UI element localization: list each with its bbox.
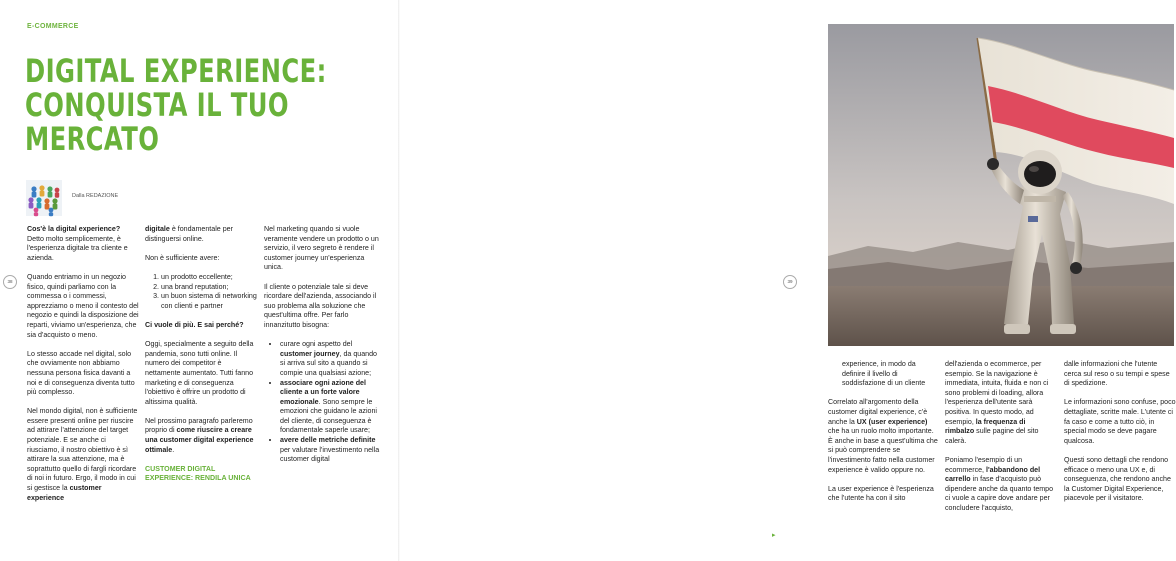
bullet-list (264, 340, 380, 465)
hero-photo (828, 24, 1174, 346)
page-number-right: 39 (783, 275, 797, 289)
paragraph: Lo stesso accade nel digital, solo che ovviamente non abbiamo nessuna persona fisica davanti a noi e di conseguenza diventa tutto più complesso. (27, 349, 135, 397)
bold-text: associare ogni azione del cliente a un forte valore emozionale (280, 378, 366, 406)
astronaut-with-flag-image (828, 24, 1174, 346)
paragraph-text: dell'azienda o ecommerce, per esempio. Se la navigazione è immediata, intuita, fluida e non ci sono problemi di loading, allora l'esperienza dell'utente sarà positiva. In questo modo, ad esempio, (945, 360, 1049, 426)
paragraph-text: Nel prossimo paragrafo parleremo proprio di (145, 416, 253, 435)
numbered-list (145, 273, 257, 311)
paragraph-text: è fondamentale per distinguersi online. (145, 225, 233, 243)
list-item: 3. un buon sistema di networking con clienti e partner (161, 292, 257, 311)
section-subhead: CUSTOMER DIGITAL EXPERIENCE: RENDILA UNICA (145, 464, 251, 482)
paragraph: Questi sono dettagli che rendono efficace o meno una UX e, di conseguenza, che rendono anche la Customer Digital Experience, piacevole per il visitatore. (1064, 455, 1171, 503)
bold-text: UX (user experience) (856, 417, 928, 426)
paragraph: Non è sufficiente avere: (145, 253, 220, 262)
article-column-1 (27, 225, 139, 513)
list-item (280, 379, 380, 437)
bold-text: customer experience (27, 484, 102, 502)
paragraph-text: sulle pagine del sito calerà. (945, 427, 1039, 445)
article-column-6 (1064, 360, 1176, 514)
page-number-left: 38 (3, 275, 17, 289)
paragraph (27, 407, 139, 503)
list-text: curare ogni aspetto del (280, 340, 353, 349)
paragraph (27, 225, 139, 263)
left-page (0, 0, 400, 561)
paragraph-text: che ha un ruolo molto importante. È anche in base a quest'ultima che si può comprendere se l'investimento fatto nella customer experience è valido oppure no. (828, 427, 938, 474)
list-text: per valutare l'investimento nella customer digital (280, 445, 380, 464)
bold-text: la frequenza di rimbalzo (945, 417, 1026, 436)
bold-text: l'abbandono del carrello (945, 465, 1041, 484)
paragraph-text: Detto molto semplicemente, è l'esperienza digitale tra cliente e azienda. (27, 234, 128, 262)
list-text: , da quando si arriva sul sito a quando si compie una qualsiasi azione; (280, 349, 378, 377)
right-page (400, 0, 1176, 561)
paragraph: Le informazioni sono confuse, poco dettagliate, scritte male. L'utente ci fa caso e come a tutto ciò, in special modo se deve pagare qualcosa. (1064, 398, 1176, 445)
question-text: Ci vuole di più. E sai perché? (145, 320, 244, 329)
author-avatar (26, 180, 62, 216)
paragraph-text: Nel mondo digital, non è sufficiente essere presenti online per riuscire ad attirare l'attenzione del target potenziale. E se anche ci riusciamo, il nostro obiettivo è sì attirare la sua attenzione, ma è soprattutto quello di fargli ricordare di noi in futuro. Ergo, il modo in cui si gestisce la (27, 407, 138, 493)
paragraph (145, 321, 257, 331)
paragraph-text: . (172, 445, 175, 454)
bold-text: customer journey (280, 349, 340, 358)
paragraph-text: Correlato all'argomento della customer digital experience, c'è anche la (828, 398, 928, 426)
byline: Dalla REDAZIONE (72, 193, 119, 199)
crowd-figures-icon (26, 180, 62, 216)
article-column-4 (828, 360, 938, 514)
paragraph (145, 225, 257, 244)
paragraph (945, 360, 1055, 446)
paragraph: Oggi, specialmente a seguito della pandemia, sono tutti online. Il numero dei competitor è nettamente aumentato. Tutti fanno marketing e di conseguenza l'obiettivo è offrire un prodotto di altissima qualità. (145, 340, 254, 406)
paragraph: dalle informazioni che l'utente cerca sul reso o su tempi e spese di spedizione. (1064, 360, 1170, 388)
section-tag: E-COMMERCE (27, 23, 79, 30)
paragraph (828, 398, 938, 475)
paragraph-text: in fase d'acquisto può dipendere anche da quanto tempo ci vuole a capire dove andare per concludere l'acquisto, (945, 475, 1054, 512)
list-item: 2. una brand reputation; (161, 283, 257, 293)
headline-line-1: DIGITAL EXPERIENCE: (25, 52, 327, 90)
bold-text: digitale (145, 225, 170, 233)
paragraph-text: Poniamo l'esempio di un ecommerce, (945, 455, 1023, 474)
headline-line-3: MERCATO (25, 120, 160, 158)
triangle-right-icon: ▸ (772, 532, 776, 539)
headline-line-2: CONQUISTA IL TUO (25, 86, 289, 124)
bold-text: come riuscire a creare una customer digital experience ottimale (145, 426, 254, 454)
list-item: 1. un prodotto eccellente; (161, 273, 257, 283)
paragraph: Nel marketing quando si vuole veramente vendere un prodotto o un servizio, il vero segreto è rendere il customer journey un'esperienza unica. (264, 225, 379, 272)
paragraph: La user experience è l'esperienza che l'utente ha con il sito (828, 484, 934, 503)
paragraph: Il cliente o potenziale tale si deve ricordare dell'azienda, associando il suo problema alla soluzione che quest'ultima offre. Per farlo innanzitutto bisogna: (264, 282, 377, 329)
article-column-2 (145, 225, 257, 483)
list-item (280, 436, 380, 465)
paragraph (945, 456, 1055, 514)
headline (25, 52, 327, 158)
article-column-5 (945, 360, 1055, 523)
paragraph: Quando entriamo in un negozio fisico, quindi parliamo con la commessa o i commessi, apprezziamo o meno il contesto del negozio e quindi la disposizione dei reparti, viviamo un'esperienza, che sia d'acquisto o meno. (27, 272, 139, 339)
bold-text: avere delle metriche definite (280, 436, 376, 445)
article-column-3 (264, 225, 380, 474)
paragraph (145, 417, 257, 455)
question-text: Cos'è la digital experience? (27, 225, 121, 233)
list-item (280, 340, 380, 378)
paragraph: experience, in modo da definire il livello di soddisfazione di un cliente (842, 360, 926, 388)
list-text: . Sono sempre le emozioni che guidano le azioni del cliente, di conseguenza è fondamentale saperle usare; (280, 397, 378, 435)
